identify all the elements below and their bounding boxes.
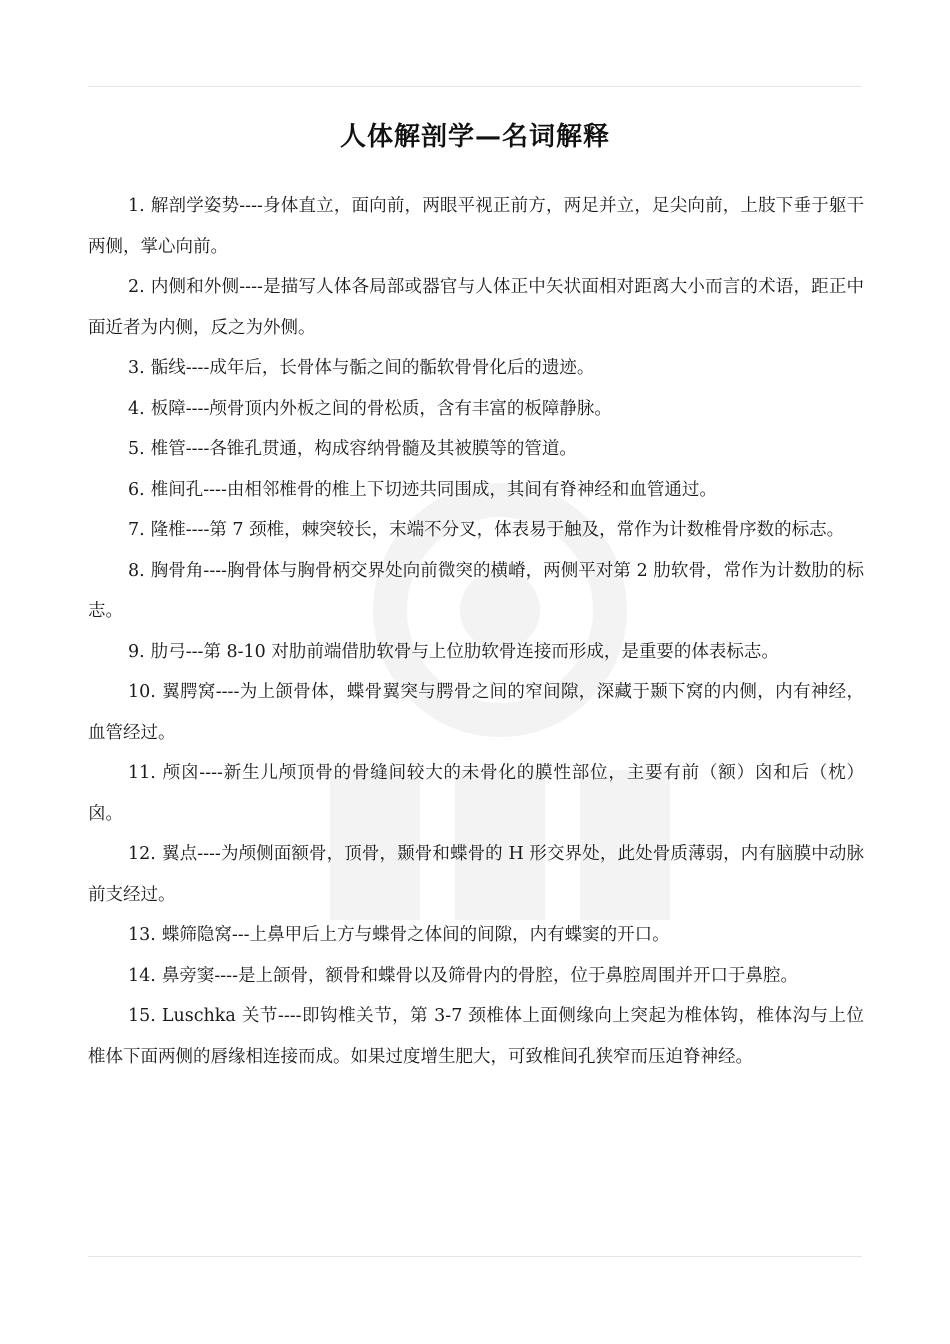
item-number: 10. [128, 682, 156, 702]
list-item [88, 267, 864, 348]
definition-list [88, 186, 864, 1077]
item-text: 隆椎----第 7 颈椎，棘突较长，末端不分叉，体表易于触及，常作为计数椎骨序数的标志。 [150, 520, 845, 540]
item-number: 2. [128, 277, 145, 297]
item-number: 4. [128, 398, 145, 419]
item-number: 15. [128, 1006, 156, 1026]
item-text: 翼腭窝----为上颌骨体，蝶骨翼突与腭骨之间的窄间隙，深藏于颞下窝的内侧，内有神经，血管经过。 [88, 682, 864, 743]
item-text: 鼻旁窦----是上颌骨，额骨和蝶骨以及筛骨内的骨腔，位于鼻腔周围并开口于鼻腔。 [161, 965, 798, 986]
list-item [88, 834, 864, 915]
item-number: 5. [128, 439, 145, 459]
item-text: 翼点----为颅侧面额骨，顶骨，颞骨和蝶骨的 H 形交界处，此处骨质薄弱，内有脑膜中动脉前支经过。 [88, 844, 864, 905]
list-item [88, 186, 864, 267]
list-item [88, 956, 864, 997]
item-text: 肋弓---第 8-10 对肋前端借肋软骨与上位肋软骨连接而形成，是重要的体表标志。 [150, 641, 779, 662]
item-text: 椎管----各锥孔贯通，构成容纳骨髓及其被膜等的管道。 [150, 439, 577, 459]
item-number: 1. [128, 196, 145, 216]
item-number: 13. [128, 925, 156, 945]
page-title: 人体解剖学—名词解释 [339, 122, 610, 152]
list-item [88, 510, 864, 551]
item-text: 椎间孔----由相邻椎骨的椎上下切迹共同围成，其间有脊神经和血管通过。 [150, 479, 717, 500]
item-text: 骺线----成年后，长骨体与骺之间的骺软骨骨化后的遗迹。 [150, 358, 595, 378]
item-number: 14. [128, 965, 156, 986]
item-number: 6. [128, 479, 145, 500]
item-number: 12. [128, 844, 156, 864]
list-item [88, 672, 864, 753]
item-number: 8. [128, 560, 145, 581]
list-item [88, 551, 864, 632]
item-text: 板障----颅骨顶内外板之间的骨松质，含有丰富的板障静脉。 [150, 398, 612, 419]
item-text: Luschka 关节----即钩椎关节，第 3-7 颈椎体上面侧缘向上突起为椎体钩，椎体沟与上位椎体下面两侧的唇缘相连接而成。如果过度增生肥大，可致椎间孔狭窄而压迫脊神经。 [88, 1006, 864, 1067]
top-divider [88, 86, 862, 87]
item-number: 3. [128, 358, 145, 378]
list-item [88, 429, 864, 470]
list-item [88, 632, 864, 673]
item-number: 11. [128, 763, 156, 783]
item-text: 蝶筛隐窝---上鼻甲后上方与蝶骨之体间的间隙，内有蝶窦的开口。 [161, 925, 670, 945]
list-item [88, 470, 864, 511]
item-number: 9. [128, 641, 145, 662]
item-text: 解剖学姿势----身体直立，面向前，两眼平视正前方，两足并立，足尖向前，上肢下垂于躯干两侧，掌心向前。 [88, 196, 864, 257]
item-number: 7. [128, 520, 145, 540]
item-text: 颅囟----新生儿颅顶骨的骨缝间较大的未骨化的膜性部位，主要有前（额）囟和后（枕）囟。 [88, 763, 864, 824]
list-item [88, 348, 864, 389]
list-item [88, 389, 864, 430]
list-item [88, 753, 864, 834]
list-item [88, 915, 864, 956]
item-text: 内侧和外侧----是描写人体各局部或器官与人体正中矢状面相对距离大小而言的术语，距正中面近者为内侧，反之为外侧。 [88, 277, 864, 338]
list-item [88, 996, 864, 1077]
item-text: 胸骨角----胸骨体与胸骨柄交界处向前微突的横嵴，两侧平对第 2 肋软骨，常作为计数肋的标志。 [88, 560, 864, 621]
bottom-divider [88, 1256, 862, 1257]
